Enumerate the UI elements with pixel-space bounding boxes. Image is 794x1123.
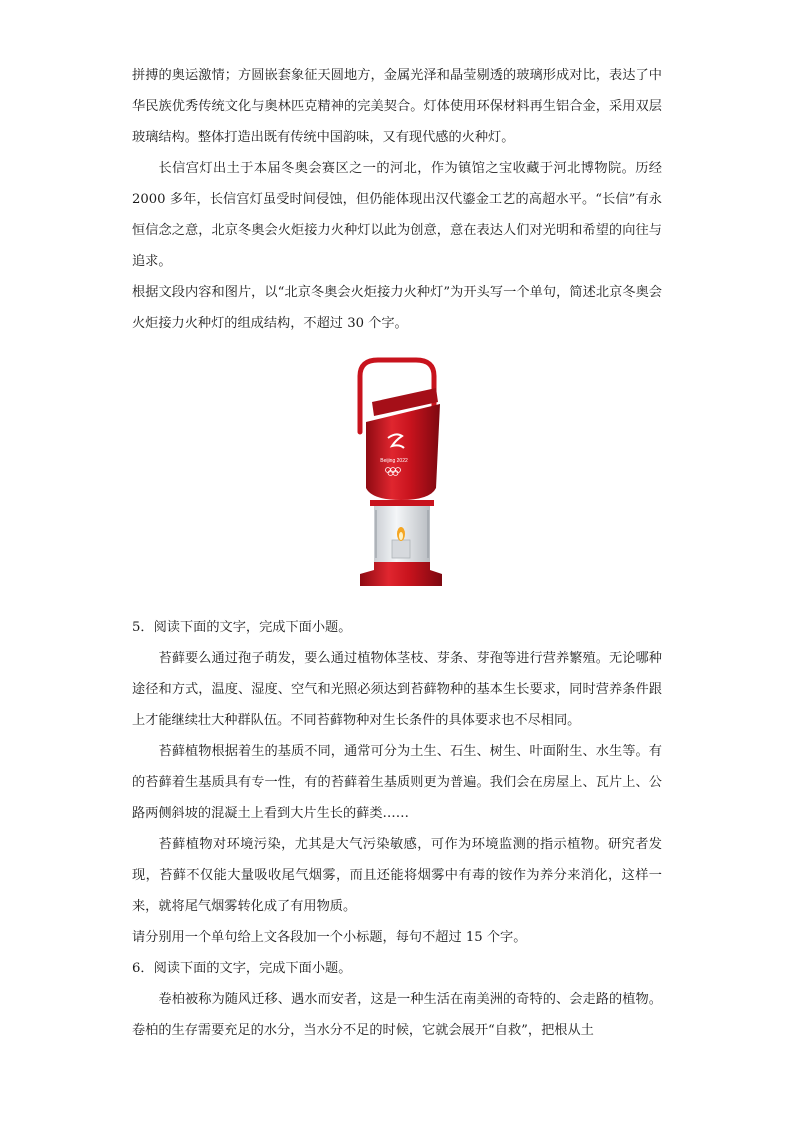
moss-paragraph-1: 苔藓要么通过孢子萌发，要么通过植物体茎枝、芽条、芽孢等进行营养繁殖。无论哪种途径和方式，温度、湿度、空气和光照必须达到苔藓物种的基本生长要求，同时营养条件跟上才能继续壮大种群队伍。不同苔藓物种对生长条件的具体要求也不尽相同。 [132,651,662,728]
lantern-body [366,404,440,500]
lantern-description-paragraph: 拼搏的奥运激情；方圆嵌套象征天圆地方，金属光泽和晶莹剔透的玻璃形成对比，表达了中华民族优秀传统文化与奥林匹克精神的完美契合。灯体使用环保材料再生铝合金，采用双层玻璃结构。整体打造出既有传统中国韵味，又有现代感的火种灯。 [132,68,662,145]
question-6-heading: 6．阅读下面的文字，完成下面小题。 [132,961,352,976]
question-5-prompt: 请分别用一个单句给上文各段加一个小标题，每句不超过 15 个字。 [132,930,527,945]
emblem-text: Beijing 2022 [380,458,408,464]
lantern-base [360,562,442,586]
changxin-lamp-paragraph: 长信宫灯出土于本届冬奥会赛区之一的河北，作为镇馆之宝收藏于河北博物院。历经 2000 多年，长信宫灯虽受时间侵蚀，但仍能体现出汉代鎏金工艺的高超水平。“长信”有永恒信念之意，北京冬奥会火炬接力火种灯以此为创意，意在表达人们对光明和希望的向往与追求。 [132,161,662,269]
question-5-heading: 5．阅读下面的文字，完成下面小题。 [132,620,352,635]
selaginella-paragraph: 卷柏被称为随风迁移、遇水而安者，这是一种生活在南美洲的奇特的、会走路的植物。卷柏的生存需要充足的水分，当水分不足的时候，它就会展开“自救”，把根从土 [132,992,662,1038]
moss-paragraph-2: 苔藓植物根据着生的基质不同，通常可分为土生、石生、树生、叶面附生、水生等。有的苔藓着生基质具有专一性，有的苔藓着生基质则更为普遍。我们会在房屋上、瓦片上、公路两侧斜坡的混凝土上看到大片生长的藓类…… [132,744,662,821]
lantern-question: 根据文段内容和图片，以“北京冬奥会火炬接力火种灯”为开头写一个单句，简述北京冬奥会火炬接力火种灯的组成结构，不超过 30 个字。 [132,285,662,331]
torch-relay-lantern-image [330,350,464,596]
moss-paragraph-3: 苔藓植物对环境污染，尤其是大气污染敏感，可作为环境监测的指示植物。研究者发现，苔藓不仅能大量吸收尾气烟雾，而且还能将烟雾中有毒的铵作为养分来消化，这样一来，就将尾气烟雾转化成了有用物质。 [132,837,662,914]
